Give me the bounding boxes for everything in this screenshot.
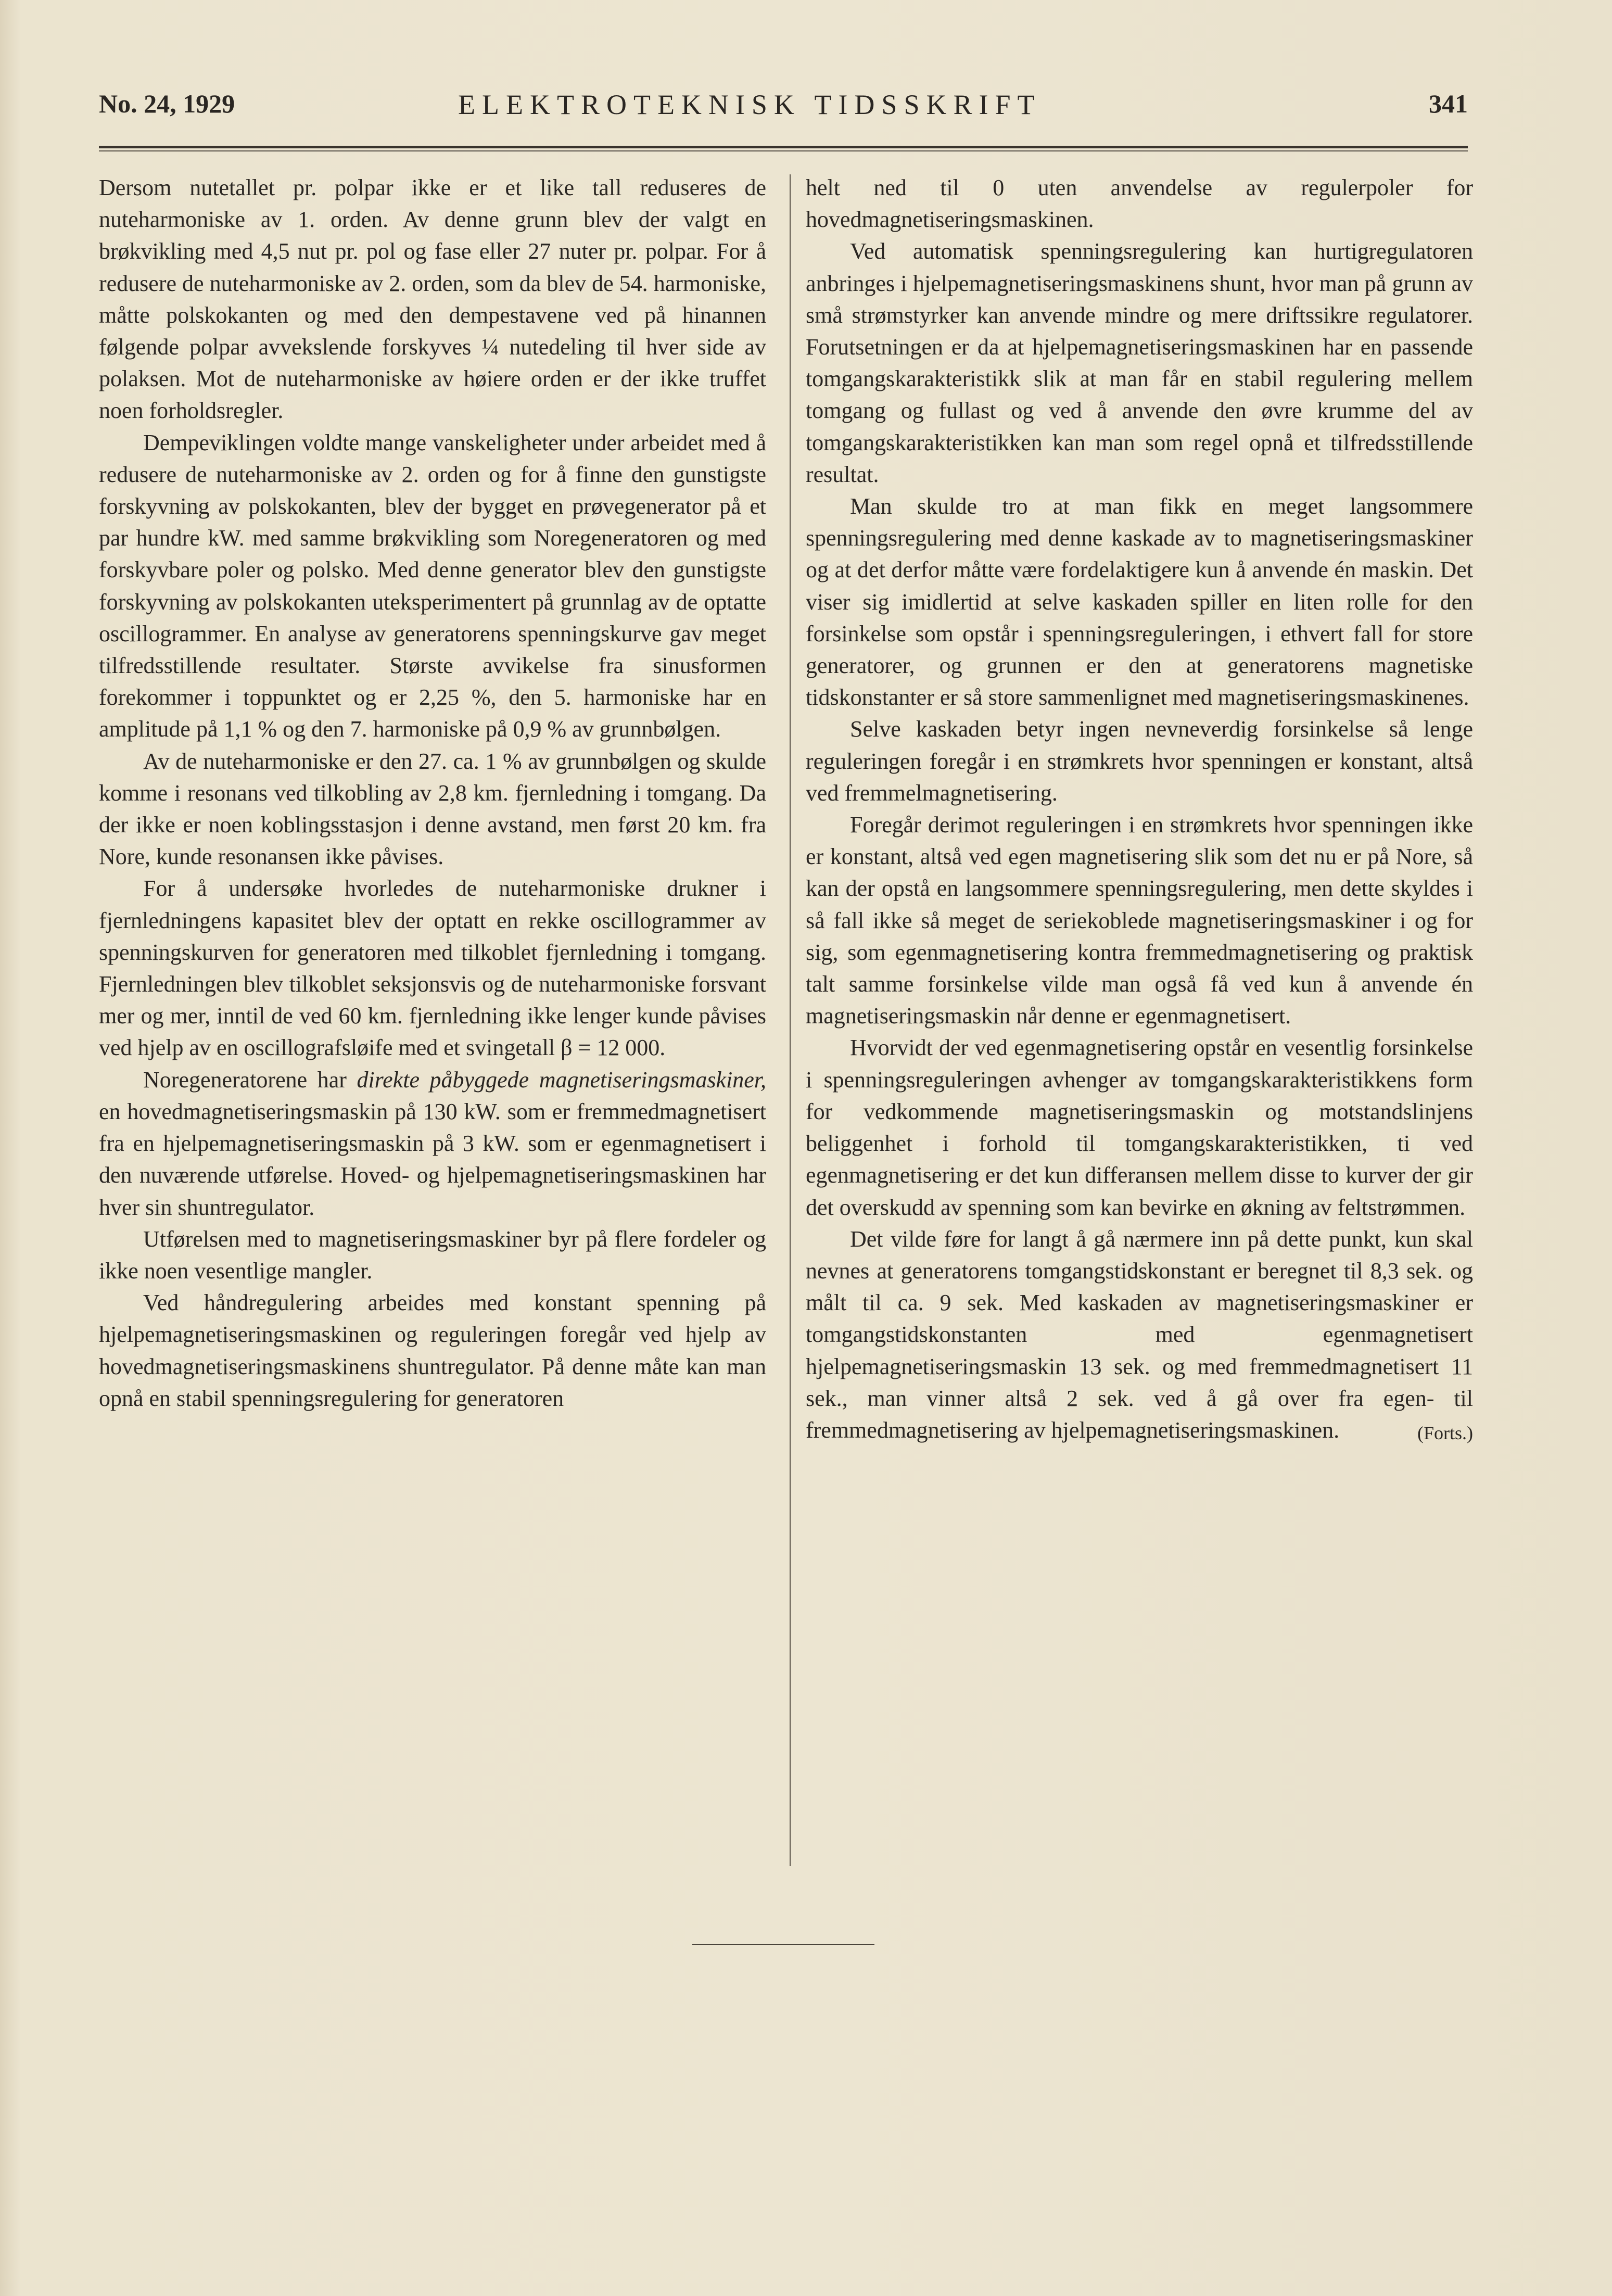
paragraph: Ved automatisk spenningsregulering kan hurtigregulatoren anbringes i hjelpemagnetiseringsmaskinens shunt, hvor man på grunn av små strømstyrker kan anvende mindre og mere driftssikre regulatorer. Forutsetningen er da at hjelpemagnetiseringsmaskinen har en passende tomgangskarakteristikk slik at man får en stabil regulering mellem tomgang og fullast og ved å anvende den øvre krumme del av tomgangskarakteristikken kan man som regel opnå et tilfredsstillende resultat. (806, 238, 1473, 487)
paragraph (99, 1064, 766, 1223)
paragraph: Ved håndregulering arbeides med konstant spenning på hjelpemagnetiseringsmaskinen og reguleringen foregår ved hjelp av hovedmagnetiseringsmaskinens shuntregulator. På denne måte kan man opnå en stabil spenningsregulering for generatoren (99, 1290, 766, 1411)
column-divider (790, 174, 791, 1866)
paragraph: helt ned til 0 uten anvendelse av regulerpoler for hovedmagnetiseringsmaskinen. (806, 175, 1473, 233)
paragraph (806, 1223, 1473, 1446)
page-number: 341 (1429, 89, 1468, 118)
paragraph: Foregår derimot reguleringen i en strømkrets hvor spenningen ikke er konstant, altså ved egen magnetisering slik som det nu er på Nore, så kan der opstå en langsommere spenningsregulering, men dette skyldes i så fall ikke så meget de seriekoblede magnetiseringsmaskiner i og for sig, som egenmagnetisering kontra fremmedmagnetisering og praktisk talt samme forsinkelse vilde man også få ved kun å anvende én magnetiseringsmaskin når denne er egenmagnetisert. (806, 812, 1473, 1029)
end-rule (692, 1944, 874, 1945)
paragraph-text: en hovedmagnetiseringsmaskin på 130 kW. som er fremmedmagnetisert fra en hjelpemagnetiseringsmaskin på 3 kW. som er egenmagnetisert i den nuværende utførelse. Hoved- og hjelpemagnetiseringsmaskinen har hver sin shuntregulator. (99, 1098, 766, 1220)
left-column (99, 172, 766, 1414)
paragraph: Man skulde tro at man fikk en meget langsommere spenningsregulering med denne kaskade av to magnetiseringsmaskiner og at det derfor måtte være fordelaktigere kun å anvende én maskin. Det viser sig imidlertid at selve kaskaden spiller en liten rolle for den forsinkelse som opstår i spenningsreguleringen, i ethvert fall for store generatorer, og grunnen er den at generatorens magnetiske tidskonstanter er så store sammenlignet med magnetiseringsmaskinenes. (806, 493, 1473, 711)
paragraph: Selve kaskaden betyr ingen nevneverdig forsinkelse så lenge reguleringen foregår i en strømkrets hvor spenningen er konstant, altså ved fremmelmagnetisering. (806, 716, 1473, 806)
issue-number: No. 24, 1929 (99, 89, 235, 118)
paragraph: Utførelsen med to magnetiseringsmaskiner byr på flere fordeler og ikke noen vesentlige mangler. (99, 1226, 766, 1284)
right-column (806, 172, 1473, 1449)
header-rule-thin (99, 150, 1468, 151)
emphasis-text: direkte påbyggede magnetiseringsmaskiner, (357, 1067, 766, 1093)
running-header (99, 88, 1468, 130)
journal-title: ELEKTROTEKNISK TIDSSKRIFT (458, 89, 1042, 120)
paragraph-text: Noregeneratorene har (143, 1067, 357, 1093)
paragraph-text: Det vilde føre for langt å gå nærmere inn på dette punkt, kun skal nevnes at generatorens tomgangstidskonstant er beregnet til 8,3 sek. og målt til ca. 9 sek. Med kaskaden av magnetiseringsmaskiner er tomgangstidskonstanten med egenmagnetisert hjelpemagnetiseringsmaskin 13 sek. og med fremmedmagnetisert 11 sek., man vinner altså 2 sek. ved å gå over fra egen- til fremmedmagnetisering av hjelpemagnetiseringsmaskinen. (806, 1226, 1473, 1443)
paragraph: Av de nuteharmoniske er den 27. ca. 1 % av grunnbølgen og skulde komme i resonans ved tilkobling av 2,8 km. fjernledning i tomgang. Da der ikke er noen koblingsstasjon i denne avstand, men først 20 km. fra Nore, kunde resonansen ikke påvises. (99, 748, 766, 870)
continued-note: (Forts.) (1417, 1422, 1473, 1443)
paragraph: For å undersøke hvorledes de nuteharmoniske drukner i fjernledningens kapasitet blev der optatt en rekke oscillogrammer av spenningskurven for generatoren med tilkoblet fjernledning i tomgang. Fjernledningen blev tilkoblet seksjonsvis og de nuteharmoniske forsvant mer og mer, inntil de ved 60 km. fjernledning ikke lenger kunde påvises ved hjelp av en oscillografsløife med et svingetall β = 12 000. (99, 876, 766, 1061)
paragraph: Hvorvidt der ved egenmagnetisering opstår en vesentlig forsinkelse i spenningsreguleringen avhenger av tomgangskarakteristikkens form for vedkommende magnetiseringsmaskin og motstandslinjens beliggenhet i forhold til tomgangskarakteristikken, ti ved egenmagnetisering er det kun differansen mellem disse to kurver der gir det overskudd av spenning som kan bevirke en økning av feltstrømmen. (806, 1035, 1473, 1220)
paragraph: Dempeviklingen voldte mange vanskeligheter under arbeidet med å redusere de nuteharmoniske av 2. orden og for å finne den gunstigste forskyvning av polskokanten, blev der bygget en prøvegenerator på et par hundre kW. med samme brøkvikling som Noregeneratoren og med forskyvbare poler og polsko. Med denne generator blev den gunstigste forskyvning av polskokanten uteksperimentert på grunnlag av de optatte oscillogrammer. En analyse av generatorens spenningskurve gav meget tilfredsstillende resultater. Største avvikelse fra sinusformen forekommer i toppunktet og er 2,25 %, den 5. harmoniske har en amplitude på 1,1 % og den 7. harmoniske på 0,9 % av grunnbølgen. (99, 429, 766, 742)
paragraph: Dersom nutetallet pr. polpar ikke er et like tall reduseres de nuteharmoniske av 1. orden. Av denne grunn blev der valgt en brøkvikling med 4,5 nut pr. pol og fase eller 27 nuter pr. polpar. For å redusere de nuteharmoniske av 2. orden, som da blev de 54. harmoniske, måtte polskokanten og med den dempestavene ved på hinannen følgende polpar avvekslende forskyves ¼ nutedeling til hver side av polaksen. Mot de nuteharmoniske av høiere orden er der ikke truffet noen forholdsregler. (99, 175, 766, 424)
header-rule (99, 146, 1468, 148)
